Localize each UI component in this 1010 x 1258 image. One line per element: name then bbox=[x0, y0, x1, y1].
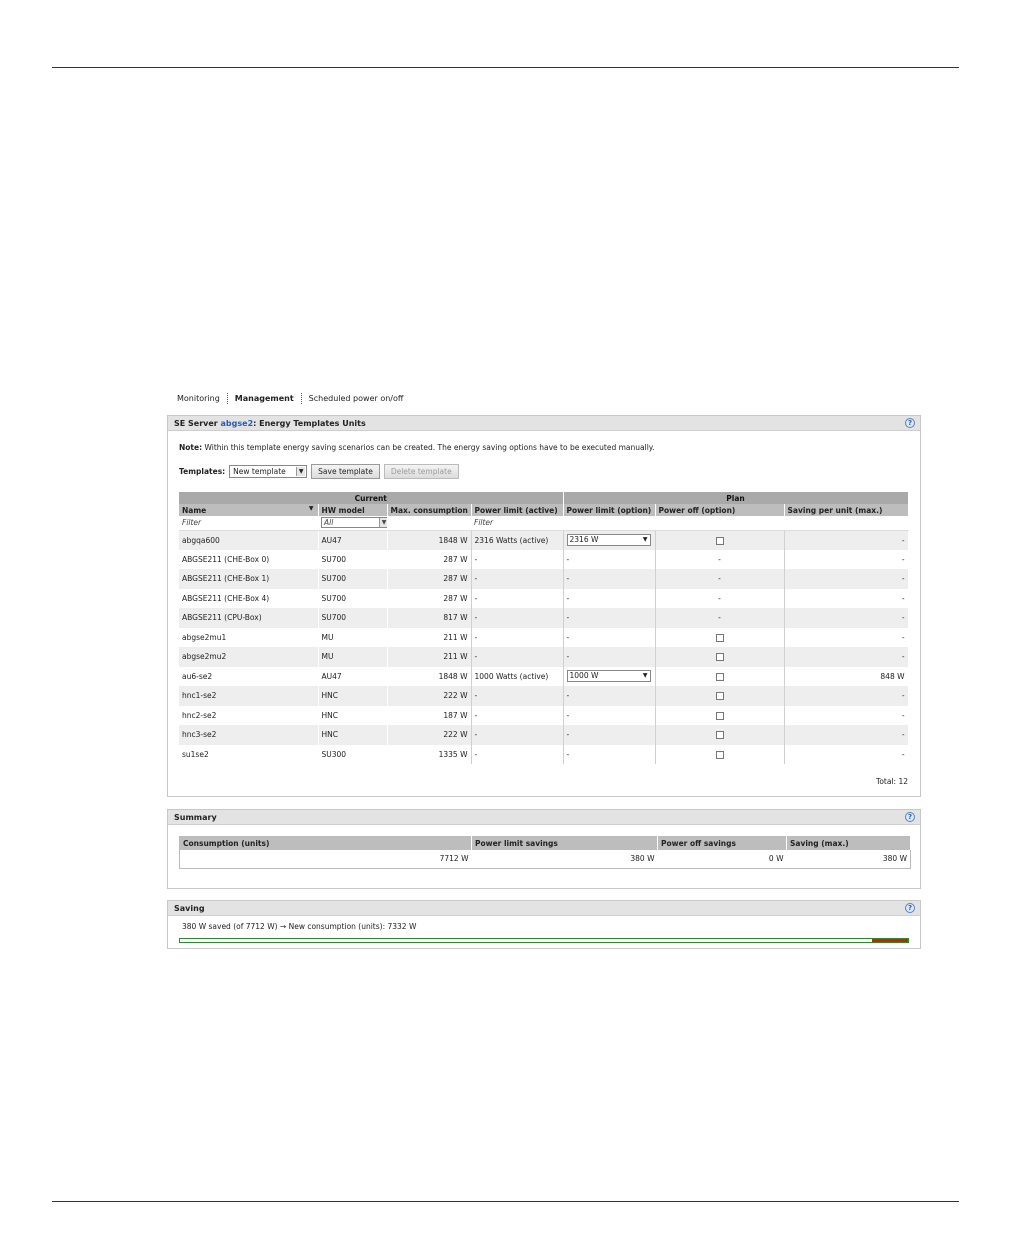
unit-hw-model: SU700 bbox=[318, 608, 387, 628]
tab-management[interactable]: Management bbox=[234, 393, 294, 403]
unit-name: hnc2-se2 bbox=[179, 706, 318, 726]
unit-name: abgqa600 bbox=[179, 530, 318, 550]
help-icon[interactable]: ? bbox=[905, 418, 915, 428]
table-row bbox=[179, 725, 908, 745]
table-row bbox=[179, 569, 908, 589]
unit-power-limit-active: - bbox=[471, 550, 563, 570]
unit-max-consumption: 222 W bbox=[387, 725, 471, 745]
table-row bbox=[179, 530, 908, 550]
unit-power-limit-option: - bbox=[563, 725, 655, 745]
unit-power-limit-active: - bbox=[471, 647, 563, 667]
chevron-down-icon: ▼ bbox=[379, 518, 387, 527]
template-select-value: New template bbox=[233, 467, 286, 476]
unit-hw-model: SU700 bbox=[318, 569, 387, 589]
unit-power-limit-option: - bbox=[563, 686, 655, 706]
chevron-down-icon: ▼ bbox=[642, 536, 648, 543]
unit-power-limit-option bbox=[563, 530, 655, 550]
unit-saving: - bbox=[784, 686, 908, 706]
unit-power-off-option bbox=[655, 686, 784, 706]
unit-name: ABGSE211 (CHE-Box 1) bbox=[179, 569, 318, 589]
summary-title: Summary bbox=[174, 812, 217, 822]
table-row bbox=[179, 589, 908, 609]
unit-power-off-option bbox=[655, 628, 784, 648]
unit-saving: - bbox=[784, 589, 908, 609]
col-power-off-option[interactable]: Power off (option) bbox=[655, 504, 784, 516]
delete-template-button[interactable]: Delete template bbox=[384, 464, 459, 479]
unit-power-off-option bbox=[655, 647, 784, 667]
unit-hw-model: SU300 bbox=[318, 745, 387, 765]
summary-panel bbox=[167, 809, 921, 889]
unit-power-off-option: - bbox=[655, 589, 784, 609]
saving-panel bbox=[167, 900, 921, 949]
unit-power-off-option bbox=[655, 530, 784, 550]
unit-hw-model: HNC bbox=[318, 725, 387, 745]
name-filter-input[interactable]: Filter bbox=[179, 516, 318, 530]
unit-max-consumption: 211 W bbox=[387, 628, 471, 648]
power-off-checkbox[interactable] bbox=[716, 731, 724, 739]
unit-name: abgse2mu2 bbox=[179, 647, 318, 667]
summary-saving-max-value: 380 W bbox=[882, 854, 907, 864]
unit-hw-model: AU47 bbox=[318, 667, 387, 687]
col-name[interactable]: Name ▼ bbox=[179, 504, 318, 516]
unit-max-consumption: 1848 W bbox=[387, 667, 471, 687]
unit-power-limit-active: - bbox=[471, 589, 563, 609]
unit-hw-model: MU bbox=[318, 628, 387, 648]
unit-hw-model: AU47 bbox=[318, 530, 387, 550]
col-hw-model[interactable]: HW model bbox=[318, 504, 387, 516]
panel-header bbox=[168, 416, 920, 431]
power-limit-select[interactable] bbox=[567, 534, 651, 546]
power-off-checkbox[interactable] bbox=[716, 634, 724, 642]
chevron-down-icon: ▼ bbox=[296, 467, 305, 476]
unit-power-limit-active: - bbox=[471, 745, 563, 765]
unit-power-off-option bbox=[655, 745, 784, 765]
summary-table bbox=[179, 836, 911, 869]
unit-name: ABGSE211 (CPU-Box) bbox=[179, 608, 318, 628]
unit-power-off-option: - bbox=[655, 550, 784, 570]
panel-header bbox=[168, 810, 920, 825]
chevron-down-icon: ▼ bbox=[642, 672, 648, 680]
table-row bbox=[179, 686, 908, 706]
unit-max-consumption: 211 W bbox=[387, 647, 471, 667]
unit-name: hnc1-se2 bbox=[179, 686, 318, 706]
unit-max-consumption: 817 W bbox=[387, 608, 471, 628]
page-bottom-rule bbox=[52, 1201, 959, 1202]
templates-label: Templates: bbox=[179, 467, 226, 476]
sort-down-icon: ▼ bbox=[308, 505, 314, 512]
unit-max-consumption: 287 W bbox=[387, 569, 471, 589]
unit-power-limit-active: 1000 Watts (active) bbox=[471, 667, 563, 687]
group-current: Current bbox=[179, 492, 563, 504]
power-off-checkbox[interactable] bbox=[716, 712, 724, 720]
unit-saving: 848 W bbox=[784, 667, 908, 687]
tab-bar bbox=[170, 391, 410, 405]
unit-power-off-option: - bbox=[655, 569, 784, 589]
unit-power-limit-option: - bbox=[563, 706, 655, 726]
unit-power-off-option: - bbox=[655, 608, 784, 628]
unit-max-consumption: 187 W bbox=[387, 706, 471, 726]
unit-max-consumption: 222 W bbox=[387, 686, 471, 706]
templates-toolbar bbox=[179, 464, 459, 479]
unit-saving: - bbox=[784, 706, 908, 726]
unit-hw-model: HNC bbox=[318, 706, 387, 726]
unit-saving: - bbox=[784, 569, 908, 589]
units-table bbox=[179, 492, 909, 764]
table-row bbox=[179, 706, 908, 726]
summary-col-off-savings: Power off savings bbox=[658, 837, 787, 850]
power-off-checkbox[interactable] bbox=[716, 751, 724, 759]
power-limit-select-value: 1000 W bbox=[569, 671, 599, 681]
summary-col-saving-max: Saving (max.) bbox=[787, 837, 911, 850]
note-text bbox=[179, 443, 655, 452]
col-saving-per-unit[interactable]: Saving per unit (max.) bbox=[784, 504, 908, 516]
saving-text: 380 W saved (of 7712 W) → New consumption (units): 7332 W bbox=[182, 922, 417, 931]
unit-power-off-option bbox=[655, 725, 784, 745]
unit-max-consumption: 1848 W bbox=[387, 530, 471, 550]
summary-col-limit-savings: Power limit savings bbox=[472, 837, 658, 850]
unit-name: ABGSE211 (CHE-Box 0) bbox=[179, 550, 318, 570]
unit-saving: - bbox=[784, 647, 908, 667]
unit-hw-model: SU700 bbox=[318, 589, 387, 609]
col-power-limit-option[interactable]: Power limit (option) bbox=[563, 504, 655, 516]
server-link[interactable]: abgse2 bbox=[220, 418, 254, 428]
unit-name: abgse2mu1 bbox=[179, 628, 318, 648]
tab-scheduled-power[interactable]: Scheduled power on/off bbox=[308, 393, 404, 403]
page-top-rule bbox=[52, 67, 959, 68]
power-off-checkbox[interactable] bbox=[716, 692, 724, 700]
saving-bar-fill bbox=[872, 939, 908, 942]
summary-consumption-value: 7712 W bbox=[439, 854, 469, 864]
unit-power-limit-option: - bbox=[563, 647, 655, 667]
limit-filter-input[interactable]: Filter bbox=[471, 516, 563, 530]
unit-hw-model: MU bbox=[318, 647, 387, 667]
power-limit-select-value: 2316 W bbox=[569, 535, 599, 544]
unit-power-limit-option bbox=[563, 667, 655, 687]
unit-hw-model: SU700 bbox=[318, 550, 387, 570]
table-row bbox=[179, 667, 908, 687]
unit-power-limit-active: - bbox=[471, 706, 563, 726]
unit-saving: - bbox=[784, 530, 908, 550]
unit-power-off-option bbox=[655, 706, 784, 726]
unit-power-limit-active: - bbox=[471, 569, 563, 589]
unit-saving: - bbox=[784, 628, 908, 648]
power-off-checkbox[interactable] bbox=[716, 653, 724, 661]
note-body: Within this template energy saving scenarios can be created. The energy saving options have to be executed manually. bbox=[202, 443, 655, 452]
energy-templates-panel bbox=[167, 415, 921, 797]
unit-name: au6-se2 bbox=[179, 667, 318, 687]
save-template-button[interactable]: Save template bbox=[311, 464, 380, 479]
table-row bbox=[179, 647, 908, 667]
unit-power-limit-option: - bbox=[563, 628, 655, 648]
unit-power-limit-option: - bbox=[563, 550, 655, 570]
summary-limit-savings-value: 380 W bbox=[630, 854, 655, 864]
model-filter-cell bbox=[318, 516, 387, 530]
panel-header bbox=[168, 901, 920, 916]
table-row bbox=[179, 628, 908, 648]
help-icon[interactable]: ? bbox=[905, 812, 915, 822]
unit-hw-model: HNC bbox=[318, 686, 387, 706]
panel-title-prefix: SE Server bbox=[174, 418, 218, 428]
unit-power-limit-option: - bbox=[563, 569, 655, 589]
power-off-checkbox[interactable] bbox=[716, 537, 724, 545]
note-label: Note: bbox=[179, 443, 203, 452]
unit-saving: - bbox=[784, 725, 908, 745]
unit-name: hnc3-se2 bbox=[179, 725, 318, 745]
col-power-limit-active[interactable]: Power limit (active) bbox=[471, 504, 563, 516]
unit-power-limit-active: 2316 Watts (active) bbox=[471, 530, 563, 550]
unit-saving: - bbox=[784, 550, 908, 570]
table-row bbox=[179, 745, 908, 765]
unit-power-limit-active: - bbox=[471, 608, 563, 628]
summary-col-consumption: Consumption (units) bbox=[180, 837, 472, 850]
unit-power-limit-active: - bbox=[471, 628, 563, 648]
help-icon[interactable]: ? bbox=[905, 903, 915, 913]
group-plan: Plan bbox=[563, 492, 908, 504]
unit-max-consumption: 287 W bbox=[387, 550, 471, 570]
power-off-checkbox[interactable] bbox=[716, 673, 724, 681]
table-row bbox=[179, 550, 908, 570]
unit-power-limit-option: - bbox=[563, 608, 655, 628]
tab-monitoring[interactable]: Monitoring bbox=[177, 393, 220, 403]
template-select[interactable] bbox=[229, 465, 307, 478]
col-max-consumption[interactable]: Max. consumption bbox=[387, 504, 471, 516]
power-limit-select[interactable] bbox=[567, 670, 651, 682]
unit-power-off-option bbox=[655, 667, 784, 687]
table-row bbox=[179, 608, 908, 628]
unit-rows bbox=[179, 530, 908, 764]
unit-name: ABGSE211 (CHE-Box 4) bbox=[179, 589, 318, 609]
unit-saving: - bbox=[784, 608, 908, 628]
summary-off-savings-value: 0 W bbox=[768, 854, 784, 864]
saving-bar bbox=[179, 938, 909, 943]
unit-power-limit-option: - bbox=[563, 589, 655, 609]
model-filter-select[interactable]: All ▼ bbox=[321, 517, 387, 528]
unit-power-limit-option: - bbox=[563, 745, 655, 765]
unit-name: su1se2 bbox=[179, 745, 318, 765]
panel-title-suffix: : Energy Templates Units bbox=[253, 418, 366, 428]
unit-power-limit-active: - bbox=[471, 686, 563, 706]
unit-max-consumption: 287 W bbox=[387, 589, 471, 609]
unit-saving: - bbox=[784, 745, 908, 765]
unit-power-limit-active: - bbox=[471, 725, 563, 745]
saving-title: Saving bbox=[174, 903, 205, 913]
total-count: Total: 12 bbox=[876, 777, 908, 786]
unit-max-consumption: 1335 W bbox=[387, 745, 471, 765]
